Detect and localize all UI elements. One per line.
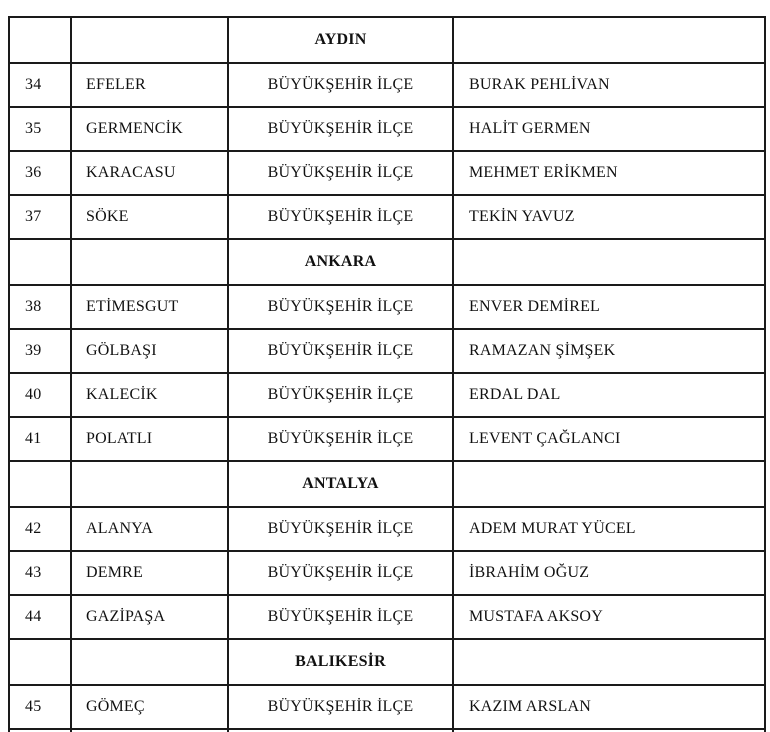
row-number-cell: 43 bbox=[9, 551, 71, 595]
mayors-table bbox=[8, 16, 766, 732]
table-row bbox=[9, 151, 765, 195]
row-number-cell: 45 bbox=[9, 685, 71, 729]
row-number-cell: 41 bbox=[9, 417, 71, 461]
row-number-cell bbox=[9, 17, 71, 63]
province-name: ANTALYA bbox=[228, 461, 453, 507]
district-cell: KALECİK bbox=[71, 373, 228, 417]
row-number-cell: 42 bbox=[9, 507, 71, 551]
row-number-cell bbox=[9, 461, 71, 507]
district-cell: KARACASU bbox=[71, 151, 228, 195]
mayor-cell bbox=[453, 639, 765, 685]
type-cell: BÜYÜKŞEHİR İLÇE bbox=[228, 285, 453, 329]
province-name: AYDIN bbox=[228, 17, 453, 63]
row-number-cell bbox=[9, 639, 71, 685]
mayor-cell: ERDAL DAL bbox=[453, 373, 765, 417]
table-row bbox=[9, 285, 765, 329]
district-cell bbox=[71, 461, 228, 507]
table-row bbox=[9, 195, 765, 239]
mayor-cell: RAMAZAN ŞİMŞEK bbox=[453, 329, 765, 373]
district-cell: GÖLBAŞI bbox=[71, 329, 228, 373]
mayor-cell: İBRAHİM OĞUZ bbox=[453, 551, 765, 595]
mayor-cell: TEKİN YAVUZ bbox=[453, 195, 765, 239]
province-header-row bbox=[9, 461, 765, 507]
province-name: BALIKESİR bbox=[228, 639, 453, 685]
mayor-cell: HALİT GERMEN bbox=[453, 107, 765, 151]
table-row bbox=[9, 507, 765, 551]
province-name: ANKARA bbox=[228, 239, 453, 285]
mayor-cell: MEHMET ERİKMEN bbox=[453, 151, 765, 195]
district-cell: ALANYA bbox=[71, 507, 228, 551]
mayor-cell: ADEM MURAT YÜCEL bbox=[453, 507, 765, 551]
table-row bbox=[9, 551, 765, 595]
table-row bbox=[9, 373, 765, 417]
row-number-cell: 38 bbox=[9, 285, 71, 329]
district-cell bbox=[71, 639, 228, 685]
district-cell: GÖMEÇ bbox=[71, 685, 228, 729]
type-cell: BÜYÜKŞEHİR İLÇE bbox=[228, 551, 453, 595]
type-cell: BÜYÜKŞEHİR İLÇE bbox=[228, 151, 453, 195]
mayor-cell: ENVER DEMİREL bbox=[453, 285, 765, 329]
district-cell: POLATLI bbox=[71, 417, 228, 461]
row-number-cell: 40 bbox=[9, 373, 71, 417]
district-cell: DEMRE bbox=[71, 551, 228, 595]
district-cell: GERMENCİK bbox=[71, 107, 228, 151]
row-number-cell: 34 bbox=[9, 63, 71, 107]
type-cell: BÜYÜKŞEHİR İLÇE bbox=[228, 417, 453, 461]
district-cell: ETİMESGUT bbox=[71, 285, 228, 329]
type-cell: BÜYÜKŞEHİR İLÇE bbox=[228, 329, 453, 373]
mayor-cell bbox=[453, 17, 765, 63]
mayor-cell bbox=[453, 239, 765, 285]
type-cell: BÜYÜKŞEHİR İLÇE bbox=[228, 195, 453, 239]
district-cell: GAZİPAŞA bbox=[71, 595, 228, 639]
type-cell: BÜYÜKŞEHİR İLÇE bbox=[228, 373, 453, 417]
table-row bbox=[9, 329, 765, 373]
type-cell: BÜYÜKŞEHİR İLÇE bbox=[228, 685, 453, 729]
type-cell: BÜYÜKŞEHİR İLÇE bbox=[228, 107, 453, 151]
row-number-cell: 44 bbox=[9, 595, 71, 639]
table-row bbox=[9, 417, 765, 461]
type-cell: BÜYÜKŞEHİR İLÇE bbox=[228, 595, 453, 639]
row-number-cell: 37 bbox=[9, 195, 71, 239]
table-row bbox=[9, 595, 765, 639]
district-cell bbox=[71, 17, 228, 63]
table-row bbox=[9, 685, 765, 729]
row-number-cell bbox=[9, 239, 71, 285]
mayor-cell bbox=[453, 461, 765, 507]
district-cell bbox=[71, 239, 228, 285]
province-header-row bbox=[9, 239, 765, 285]
table-row bbox=[9, 107, 765, 151]
row-number-cell: 39 bbox=[9, 329, 71, 373]
province-header-row bbox=[9, 17, 765, 63]
district-cell: SÖKE bbox=[71, 195, 228, 239]
type-cell: BÜYÜKŞEHİR İLÇE bbox=[228, 63, 453, 107]
mayor-cell: BURAK PEHLİVAN bbox=[453, 63, 765, 107]
table-row bbox=[9, 63, 765, 107]
province-header-row bbox=[9, 639, 765, 685]
mayor-cell: MUSTAFA AKSOY bbox=[453, 595, 765, 639]
district-cell: EFELER bbox=[71, 63, 228, 107]
type-cell: BÜYÜKŞEHİR İLÇE bbox=[228, 507, 453, 551]
mayor-cell: LEVENT ÇAĞLANCI bbox=[453, 417, 765, 461]
mayor-cell: KAZIM ARSLAN bbox=[453, 685, 765, 729]
row-number-cell: 35 bbox=[9, 107, 71, 151]
row-number-cell: 36 bbox=[9, 151, 71, 195]
